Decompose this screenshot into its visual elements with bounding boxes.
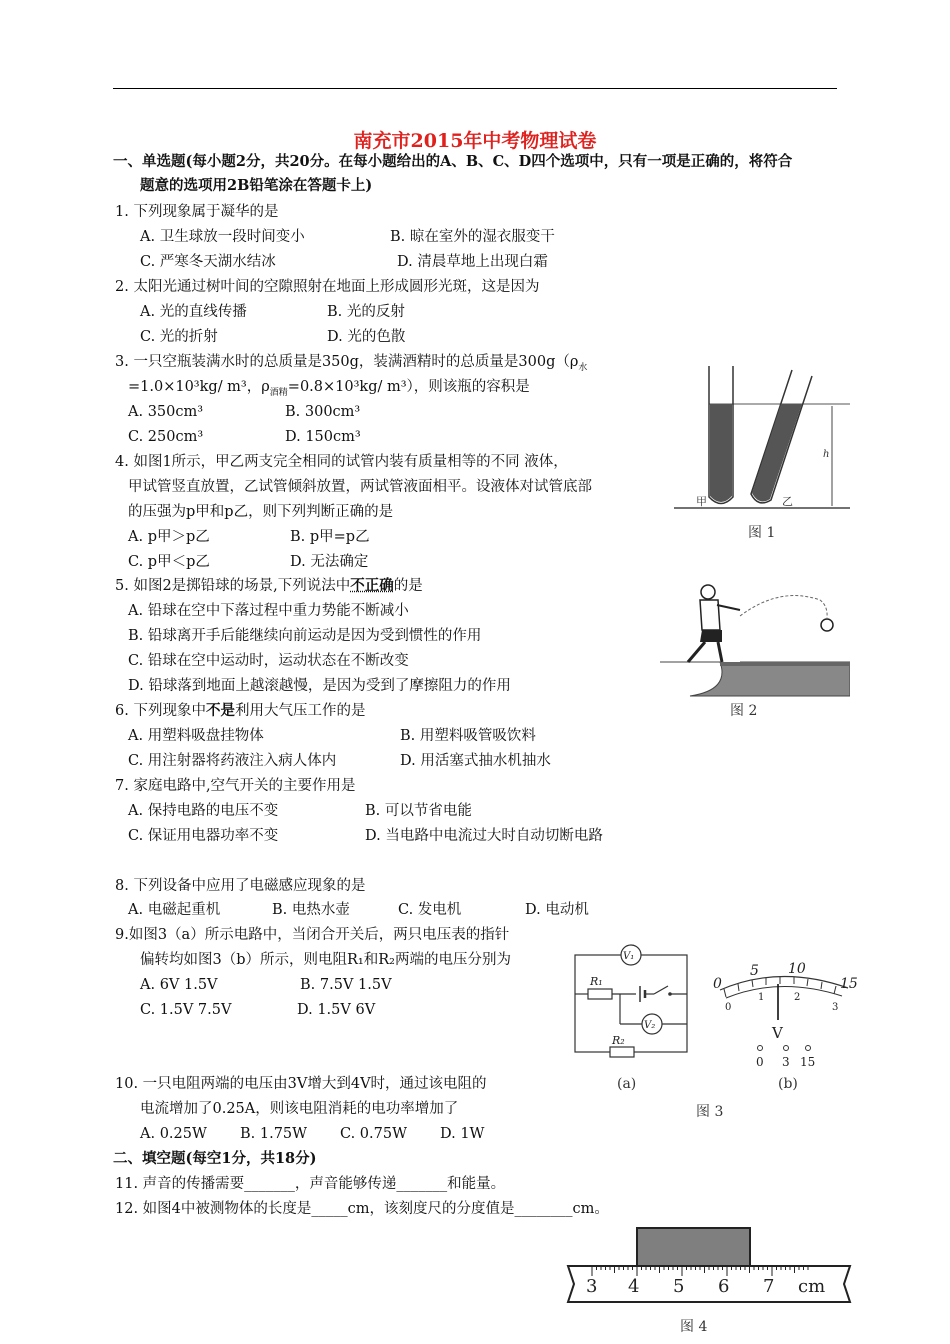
figure-2-shot-put xyxy=(660,578,850,698)
scale-top-0: 0 xyxy=(713,976,722,992)
q9-option-a: A. 6V 1.5V xyxy=(140,977,218,993)
ruler-label-3: 3 xyxy=(586,1276,598,1297)
label-v1: V₁ xyxy=(623,951,635,962)
ground-edge xyxy=(720,662,850,666)
q3-stem-line2 xyxy=(128,377,530,403)
q3-option-d: D. 150cm³ xyxy=(285,429,361,445)
q5-stem xyxy=(115,576,423,596)
resistor-r2 xyxy=(610,1047,634,1057)
q4-stem-3: 的压强为p甲和p乙，则下列判断正确的是 xyxy=(128,504,394,520)
q6-option-c: C. 用注射器将药液注入病人体内 xyxy=(128,753,337,769)
label-jia: 甲 xyxy=(696,495,707,508)
q1-option-c: C. 严寒冬天湖水结冰 xyxy=(140,254,276,270)
scale-top-15: 15 xyxy=(840,976,858,992)
q1-option-b: B. 晾在室外的湿衣服变干 xyxy=(390,229,555,245)
figure-1-caption: 图 1 xyxy=(748,525,776,541)
q9-stem-1: 9.如图3（a）所示电路中，当闭合开关后，两只电压表的指针 xyxy=(115,927,510,943)
label-h: h xyxy=(823,449,830,460)
q2-option-a: A. 光的直线传播 xyxy=(140,304,247,320)
q1-stem: 1. 下列现象属于凝华的是 xyxy=(115,204,279,220)
q1-option-d: D. 清晨草地上出现白霜 xyxy=(397,254,548,270)
ruler-label-4: 4 xyxy=(628,1276,640,1297)
q10-stem-2: 电流增加了0.25A，则该电阻消耗的电功率增加了 xyxy=(140,1101,459,1117)
circuit-loop xyxy=(575,955,687,1052)
scale-top-5: 5 xyxy=(750,963,759,979)
tube-yi-liquid xyxy=(752,404,802,501)
header-rule xyxy=(113,88,837,89)
q10-option-d: D. 1W xyxy=(440,1126,485,1142)
label-r1: R₁ xyxy=(590,975,603,988)
q3-stem-part2a: =1.0×10³kg/ m³，ρ xyxy=(128,379,270,395)
q9-option-d: D. 1.5V 6V xyxy=(297,1002,376,1018)
section1-heading-cont: 题意的选项用2B铅笔涂在答题卡上) xyxy=(140,177,373,194)
q3-sub-alcohol: 酒精 xyxy=(269,387,288,398)
ruler-label-5: 5 xyxy=(673,1276,685,1297)
q3-stem-part2b: =0.8×10³kg/ m³），则该瓶的容积是 xyxy=(287,379,530,395)
figure-4-ruler xyxy=(560,1226,860,1308)
q5-option-a: A. 铅球在空中下落过程中重力势能不断减小 xyxy=(128,603,409,619)
scale-top-10: 10 xyxy=(788,961,806,977)
figure-1-test-tubes xyxy=(674,362,860,514)
resistor-r1 xyxy=(588,989,612,999)
q5-option-b: B. 铅球离开手后能继续向前运动是因为受到惯性的作用 xyxy=(128,628,482,644)
q6-stem-pre: 6. 下列现象中 xyxy=(115,703,206,719)
terminal-label-15: 15 xyxy=(800,1055,816,1069)
q2-option-d: D. 光的色散 xyxy=(327,329,406,345)
q10-option-a: A. 0.25W xyxy=(140,1126,207,1142)
q7-stem: 7. 家庭电路中,空气开关的主要作用是 xyxy=(115,778,356,794)
q2-option-c: C. 光的折射 xyxy=(140,329,218,345)
q4-option-a: A. p甲＞p乙 xyxy=(128,529,210,545)
q7-option-a: A. 保持电路的电压不变 xyxy=(128,803,279,819)
label-v2: V₂ xyxy=(644,1020,656,1031)
terminal-label-0: 0 xyxy=(756,1055,764,1069)
q5-stem-emphasis: 不正确 xyxy=(350,577,394,594)
ruler-unit: cm xyxy=(798,1276,826,1297)
q8-option-b: B. 电热水壶 xyxy=(272,902,350,918)
q6-stem xyxy=(115,701,365,721)
figure-3a-circuit xyxy=(570,940,695,1065)
q4-option-b: B. p甲=p乙 xyxy=(290,529,370,545)
athlete-shorts xyxy=(700,630,722,642)
q3-option-c: C. 250cm³ xyxy=(128,429,204,445)
ruler-label-7: 7 xyxy=(763,1276,775,1297)
section1-heading: 一、单选题(每小题2分，共20分。在每小题给出的A、B、C、D四个选项中，只有一项是正确的，将符合 xyxy=(113,153,793,170)
q3-stem-part1: 3. 一只空瓶装满水时的总质量是350g，装满酒精时的总质量是300g（ρ xyxy=(115,354,579,370)
terminal-0 xyxy=(758,1046,763,1051)
q8-option-d: D. 电动机 xyxy=(525,902,589,918)
q6-stem-emphasis: 不是 xyxy=(205,702,235,719)
page-title: 南充市2015年中考物理试卷 xyxy=(353,130,597,152)
scale-bottom-2: 2 xyxy=(794,992,801,1003)
q5-option-d: D. 铅球落到地面上越滚越慢，是因为受到了摩擦阻力的作用 xyxy=(128,678,511,694)
figure-2-caption: 图 2 xyxy=(730,703,758,719)
q10-option-c: C. 0.75W xyxy=(340,1126,407,1142)
q12-stem: 12. 如图4中被测物体的长度是_____cm，该刻度尺的分度值是________cm。 xyxy=(115,1201,609,1217)
dial-unit: V xyxy=(772,1024,783,1042)
q6-stem-post: 利用大气压工作的是 xyxy=(234,703,366,719)
measured-block xyxy=(637,1228,750,1266)
terminal-label-3: 3 xyxy=(782,1055,790,1069)
q1-option-a: A. 卫生球放一段时间变小 xyxy=(140,229,305,245)
scale-bottom-3: 3 xyxy=(832,1002,839,1013)
q9-option-b: B. 7.5V 1.5V xyxy=(300,977,392,993)
shot-ball xyxy=(821,619,833,631)
tube-jia-liquid xyxy=(710,404,732,502)
terminal-3 xyxy=(784,1046,789,1051)
q3-stem xyxy=(115,352,587,378)
athlete-arm xyxy=(717,605,740,610)
q4-stem-2: 甲试管竖直放置，乙试管倾斜放置，两试管液面相平。设液体对试管底部 xyxy=(128,479,592,495)
q9-option-c: C. 1.5V 7.5V xyxy=(140,1002,232,1018)
figure-3b-caption: (b) xyxy=(778,1076,798,1092)
q6-option-a: A. 用塑料吸盘挂物体 xyxy=(128,728,264,744)
q6-option-b: B. 用塑料吸管吸饮料 xyxy=(400,728,536,744)
scale-bottom-1: 1 xyxy=(758,992,765,1003)
q4-stem-1: 4. 如图1所示，甲乙两支完全相同的试管内装有质量相等的不同 液体， xyxy=(115,454,568,470)
q7-option-b: B. 可以节省电能 xyxy=(365,803,472,819)
scale-bottom-0: 0 xyxy=(725,1002,732,1013)
trajectory xyxy=(740,596,827,618)
terminal-15 xyxy=(806,1046,811,1051)
q7-option-c: C. 保证用电器功率不变 xyxy=(128,828,279,844)
q2-stem: 2. 太阳光通过树叶间的空隙照射在地面上形成圆形光斑，这是因为 xyxy=(115,279,540,295)
label-r2: R₂ xyxy=(612,1034,625,1047)
q2-option-b: B. 光的反射 xyxy=(327,304,405,320)
q10-stem-1: 10. 一只电阻两端的电压由3V增大到4V时，通过该电阻的 xyxy=(115,1076,487,1092)
athlete-head xyxy=(701,585,715,599)
figure-4-caption: 图 4 xyxy=(680,1319,708,1335)
q6-option-d: D. 用活塞式抽水机抽水 xyxy=(400,753,551,769)
q3-option-a: A. 350cm³ xyxy=(128,404,204,420)
dial-arc-inner xyxy=(726,986,842,998)
q11-stem: 11. 声音的传播需要_______，声音能够传递_______和能量。 xyxy=(115,1176,506,1192)
q7-option-d: D. 当电路中电流过大时自动切断电路 xyxy=(365,828,603,844)
q8-option-c: C. 发电机 xyxy=(398,902,462,918)
q10-option-b: B. 1.75W xyxy=(240,1126,308,1142)
q4-option-c: C. p甲＜p乙 xyxy=(128,554,210,570)
figure-3a-caption: (a) xyxy=(617,1076,637,1092)
q8-stem: 8. 下列设备中应用了电磁感应现象的是 xyxy=(115,878,366,894)
q3-sub-water: 水 xyxy=(578,362,588,373)
q9-stem-2: 偏转均如图3（b）所示，则电阻R₁和R₂两端的电压分别为 xyxy=(140,952,511,968)
athlete-leg-back xyxy=(688,642,705,662)
section2-heading: 二、填空题(每空1分，共18分) xyxy=(113,1150,317,1167)
figure-3b-voltmeter-dial xyxy=(708,958,863,1078)
q3-option-b: B. 300cm³ xyxy=(285,404,361,420)
dial-arc xyxy=(720,976,848,990)
athlete-leg-front xyxy=(718,642,722,662)
q5-stem-pre: 5. 如图2是掷铅球的场景,下列说法中 xyxy=(115,578,351,594)
ruler-label-6: 6 xyxy=(718,1276,730,1297)
q4-option-d: D. 无法确定 xyxy=(290,554,369,570)
q8-option-a: A. 电磁起重机 xyxy=(128,902,221,918)
figure-3-caption: 图 3 xyxy=(696,1104,724,1120)
q5-option-c: C. 铅球在空中运动时，运动状态在不断改变 xyxy=(128,653,409,669)
switch xyxy=(654,986,668,994)
athlete-torso xyxy=(700,600,720,630)
q5-stem-post: 的是 xyxy=(393,578,423,594)
ground-slope xyxy=(660,662,850,696)
label-yi: 乙 xyxy=(782,495,793,508)
